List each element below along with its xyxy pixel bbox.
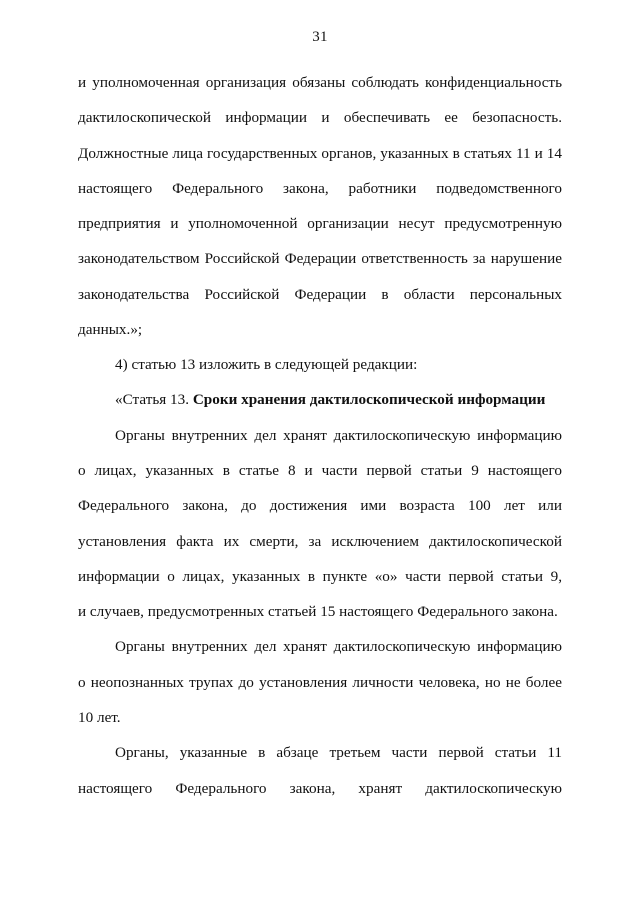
text-line: и уполномоченная организация обязаны соблюдать конфиденциальность [78,74,562,91]
text-line: установления факта их смерти, за исключением дактилоскопической [78,533,562,550]
text-line: о неопознанных трупах до установления личности человека, но не более [78,674,562,691]
text-line: и случаев, предусмотренных статьей 15 настоящего Федерального закона. [78,603,558,620]
text-line: Органы, указанные в абзаце третьем части первой статьи 11 [115,744,562,761]
article-title: Сроки хранения дактилоскопической информации [192,391,546,408]
text-line: Органы внутренних дел хранят дактилоскопическую информацию [115,638,562,655]
text-line: данных.»; [78,321,143,338]
article-heading [115,390,562,410]
text-line: дактилоскопической информации и обеспечивать ее безопасность. [78,109,562,126]
text-line: Должностные лица государственных органов, указанных в статьях 11 и 14 [78,145,562,162]
text-line: законодательства Российской Федерации в области персональных [78,286,562,303]
text-line: настоящего Федерального закона, работники подведомственного [78,180,562,197]
text-line: Федерального закона, до достижения ими возраста 100 лет или [78,497,562,514]
text-line: информации о лицах, указанных в пункте «о» части первой статьи 9, [78,568,562,585]
page-number: 31 [312,29,328,45]
text-line: о лицах, указанных в статье 8 и части первой статьи 9 настоящего [78,462,562,479]
text-line: Органы внутренних дел хранят дактилоскопическую информацию [115,427,562,444]
article-number: «Статья 13. [115,391,193,408]
text-line: 10 лет. [78,709,121,726]
amendment-item: 4) статью 13 изложить в следующей редакции: [115,356,418,373]
text-line: предприятия и уполномоченной организации несут предусмотренную [78,215,562,232]
text-line: настоящего Федерального закона, хранят дактилоскопическую [78,780,562,797]
text-line: законодательством Российской Федерации ответственность за нарушение [78,250,562,267]
